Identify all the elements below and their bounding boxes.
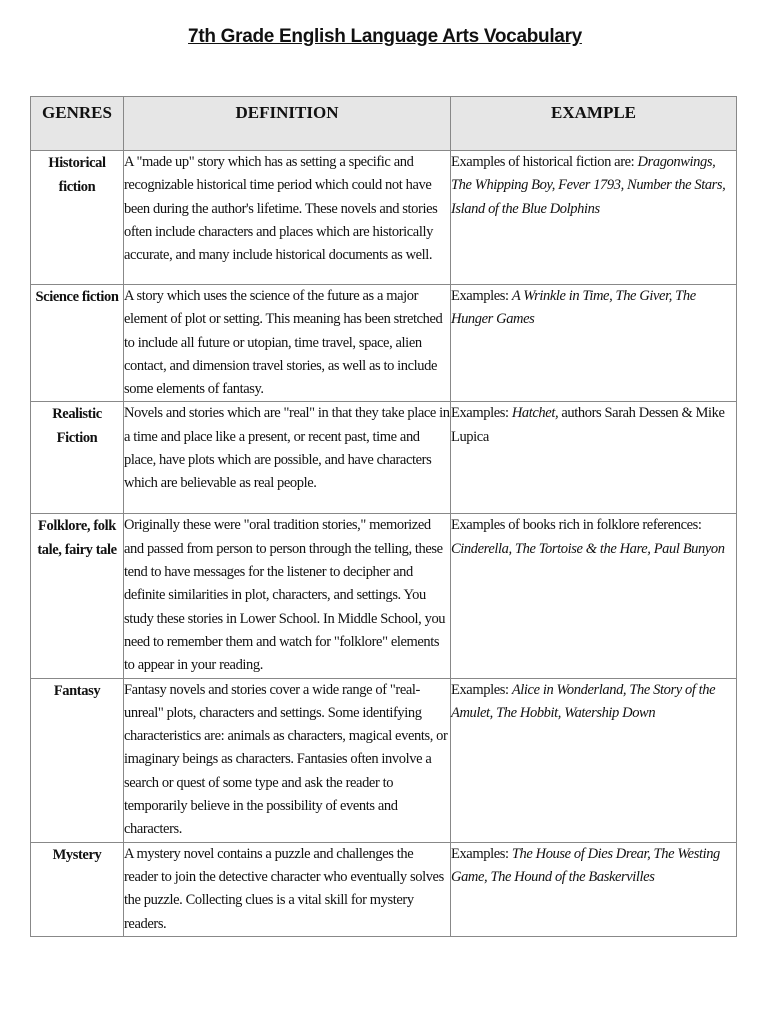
definition-cell: A "made up" story which has as setting a specific and recognizable historical time period which could not have been during the author's lifetime. These novels and stories often include characters and places which are historically accurate, and many include historical documents as well. [124,151,451,285]
vocabulary-table [30,96,737,937]
genre-cell: Realistic Fiction [31,402,124,514]
page-title: 7th Grade English Language Arts Vocabulary [188,26,582,47]
example-cell [451,514,737,678]
definition-cell: A mystery novel contains a puzzle and challenges the reader to join the detective character who eventually solves the puzzle. Collecting clues is a vital skill for mystery readers. [124,842,451,936]
table-row [31,151,737,285]
example-titles: Dragonwings, The Whipping Boy, Fever 1793, Number the Stars, Island of the Blue Dolphins [451,154,726,217]
example-titles: Cinderella, The Tortoise & the Hare, Paul Bunyon [451,540,725,557]
header-genres: GENRES [31,97,124,151]
example-cell [451,842,737,936]
definition-cell: Originally these were "oral tradition stories," memorized and passed from person to person through the telling, these tend to have messages for the listener to decipher and definite similarities in plot, characters, and settings. You study these stories in Lower School. In Middle School, you need to remember them and watch for "folklore" elements to appear in your reading. [124,514,451,678]
example-suffix: authors Sarah Dessen & Mike Lupica [451,405,725,445]
example-titles: A Wrinkle in Time, The Giver, The Hunger Games [451,288,696,328]
example-cell [451,151,737,285]
example-prefix: Examples of historical fiction are: [451,154,638,170]
genre-cell: Mystery [31,842,124,936]
header-example: EXAMPLE [451,97,737,151]
definition-cell: A story which uses the science of the future as a major element of plot or setting. This meaning has been stretched to include all future or utopian, time travel, space, alien contact, and dimension travel stories, as well as to include some elements of fantasy. [124,285,451,402]
example-prefix: Examples: [451,288,512,304]
table-row [31,678,737,842]
example-titles: Alice in Wonderland, The Story of the Amulet, The Hobbit, Watership Down [451,681,716,721]
table-row [31,514,737,678]
example-titles: Hatchet, [511,405,559,422]
header-definition: DEFINITION [124,97,451,151]
example-prefix: Examples: [451,405,512,422]
example-cell [451,678,737,842]
definition-cell: Novels and stories which are "real" in that they take place in a time and place like a present, or recent past, time and place, have plots which are possible, and have characters which are believable as real people. [124,402,451,514]
example-prefix: Examples of books rich in folklore references: [451,517,702,534]
example-cell [451,402,737,514]
table-row [31,402,737,514]
definition-cell: Fantasy novels and stories cover a wide range of "real-unreal" plots, characters and settings. Some identifying characteristics are: animals as characters, magical events, or imaginary beings as characters. Fantasies often involve a search or quest of some type and ask the reader to temporarily believe in the possibility of events and characters. [124,678,451,842]
example-titles: The House of Dies Drear, The Westing Game, The Hound of the Baskervilles [451,845,720,885]
example-prefix: Examples: [451,845,512,862]
genre-cell: Fantasy [31,678,124,842]
genre-cell: Science fiction [31,285,124,402]
table-row [31,842,737,936]
genre-cell: Folklore, folk tale, fairy tale [31,514,124,678]
table-header-row [31,97,737,151]
example-prefix: Examples: [451,681,512,698]
table-row [31,285,737,402]
genre-cell: Historical fiction [31,151,124,285]
example-cell [451,285,737,402]
